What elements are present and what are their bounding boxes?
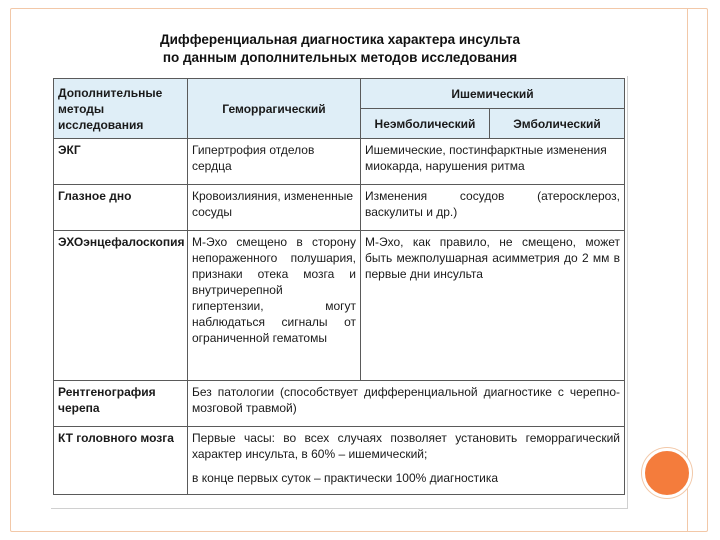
table-row — [54, 381, 625, 427]
row-merged-line-1: Первые часы: во всех случаях позволяет установить геморрагический характер инсульта, в 60% – ишемический; — [192, 431, 620, 461]
table-row — [54, 231, 625, 381]
row-hemorrhagic: М-Эхо смещено в сторону непораженного полушария, признаки отека мозга и внутричерепной гипертензии, могут наблюдаться сигналы от ограниченной гематомы — [188, 231, 361, 381]
row-merged-line-2: в конце первых суток – практически 100% диагностика — [192, 471, 499, 485]
decorative-circle — [642, 448, 692, 498]
row-method: ЭХОэнцефалоскопия — [54, 231, 188, 381]
table-row — [54, 427, 625, 495]
header-hemorrhagic: Геморрагический — [188, 79, 361, 139]
header-non-embolic: Неэмболический — [361, 109, 490, 139]
slide-frame-line — [687, 8, 688, 532]
table-row — [54, 185, 625, 231]
row-method: Глазное дно — [54, 185, 188, 231]
row-merged: Без патологии (способствует дифференциальной диагностике с черепно-мозговой травмой) — [188, 381, 625, 427]
title-line-1: Дифференциальная диагностика характера инсульта — [160, 32, 520, 47]
table-row — [54, 139, 625, 185]
header-methods: Дополнительные методы исследования — [54, 79, 188, 139]
header-embolic: Эмболический — [490, 109, 625, 139]
row-hemorrhagic: Гипертрофия отделов сердца — [188, 139, 361, 185]
row-method: КТ головного мозга — [54, 427, 188, 495]
page-title — [0, 31, 680, 67]
row-merged — [188, 427, 625, 495]
row-hemorrhagic: Кровоизлияния, измененные сосуды — [188, 185, 361, 231]
row-ischemic: Изменения сосудов (атеросклероз, васкулиты и др.) — [361, 185, 625, 231]
diagnostics-table — [53, 78, 625, 495]
header-ischemic: Ишемический — [361, 79, 625, 109]
title-line-2: по данным дополнительных методов исследования — [162, 50, 518, 65]
header-row — [54, 79, 625, 109]
row-ischemic: Ишемические, постинфарктные изменения миокарда, нарушения ритма — [361, 139, 625, 185]
row-method: Рентгенография черепа — [54, 381, 188, 427]
row-method: ЭКГ — [54, 139, 188, 185]
row-ischemic: М-Эхо, как правило, не смещено, может быть межполушарная асимметрия до 2 мм в первые дни инсульта — [361, 231, 625, 381]
